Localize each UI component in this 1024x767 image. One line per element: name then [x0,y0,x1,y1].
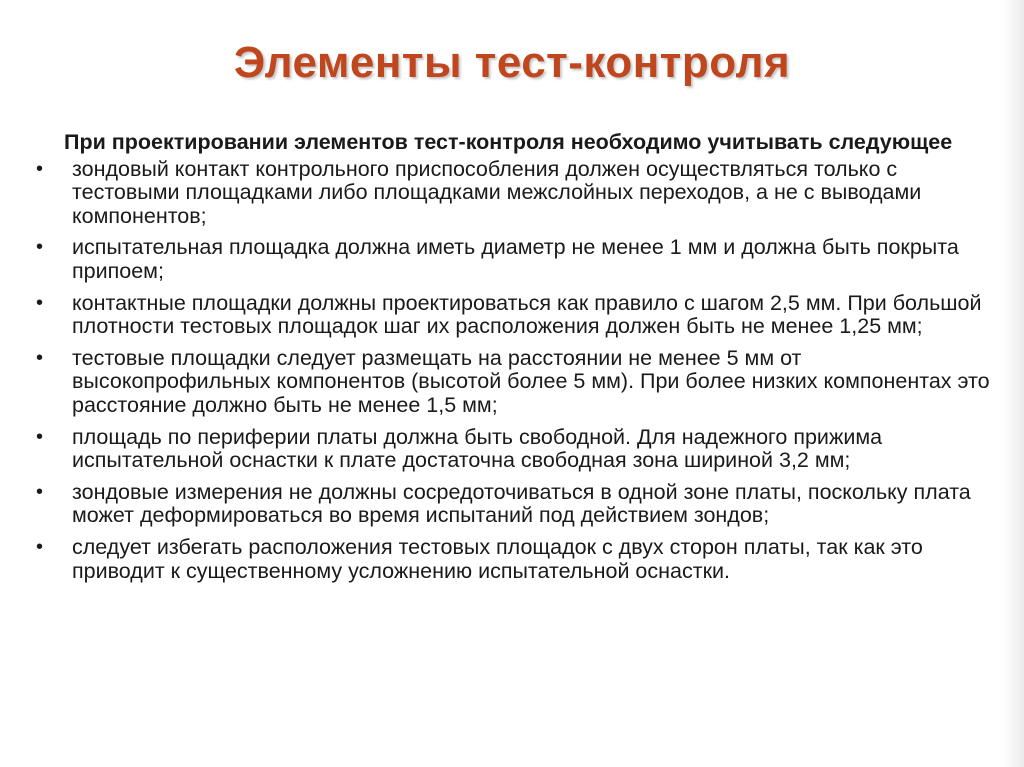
bullet-text: контактные площадки должны проектироваться как правило с шагом 2,5 мм. При большой плотности тестовых площадок шаг их расположения должен быть не менее 1,25 мм; [72,290,982,339]
bullet-text: тестовые площадки следует размещать на расстоянии не менее 5 мм от высокопрофильных компонентов (высотой более 5 мм). При более низких компонентах это расстояние должно быть не менее 1,5 мм; [72,345,990,417]
bullet-item [30,481,1000,528]
bullet-icon: • [36,157,44,180]
bullet-item [30,292,1000,339]
bullet-item [30,236,1000,283]
bullet-icon: • [36,535,44,558]
bullet-icon: • [36,236,44,259]
bullet-icon: • [36,346,44,369]
bullet-icon: • [36,425,44,448]
bullet-text: зондовые измерения не должны сосредоточиваться в одной зоне платы, поскольку плата может деформироваться во время испытаний под действием зондов; [72,479,971,528]
bullet-text: зондовый контакт контрольного приспособления должен осуществляться только с тестовыми площадками либо площадками межслойных переходов, а не с выводами компонентов; [72,156,922,228]
bullet-item [30,347,1000,418]
bullet-text: площадь по периферии платы должна быть свободной. Для надежного прижима испытательной оснастки к плате достаточна свободная зона шириной 3,2 мм; [72,424,883,473]
bullet-icon: • [36,291,44,314]
intro-text: При проектировании элементов тест-контроля необходимо учитывать следующее [64,130,953,154]
bullet-icon: • [36,480,44,503]
slide-content [30,131,1000,591]
bullet-item [30,426,1000,473]
slide-title: Элементы тест-контроля [233,38,791,87]
slide-edge-shade [1002,0,1024,767]
bullet-item [30,158,1000,229]
bullet-item [30,536,1000,583]
bullet-text: испытательная площадка должна иметь диаметр не менее 1 мм и должна быть покрыта припоем; [72,235,959,283]
bullet-list [30,158,1000,584]
bullet-text: следует избегать расположения тестовых площадок с двух сторон платы, так как это приводит к существенному усложнению испытательной оснастки. [72,534,923,583]
